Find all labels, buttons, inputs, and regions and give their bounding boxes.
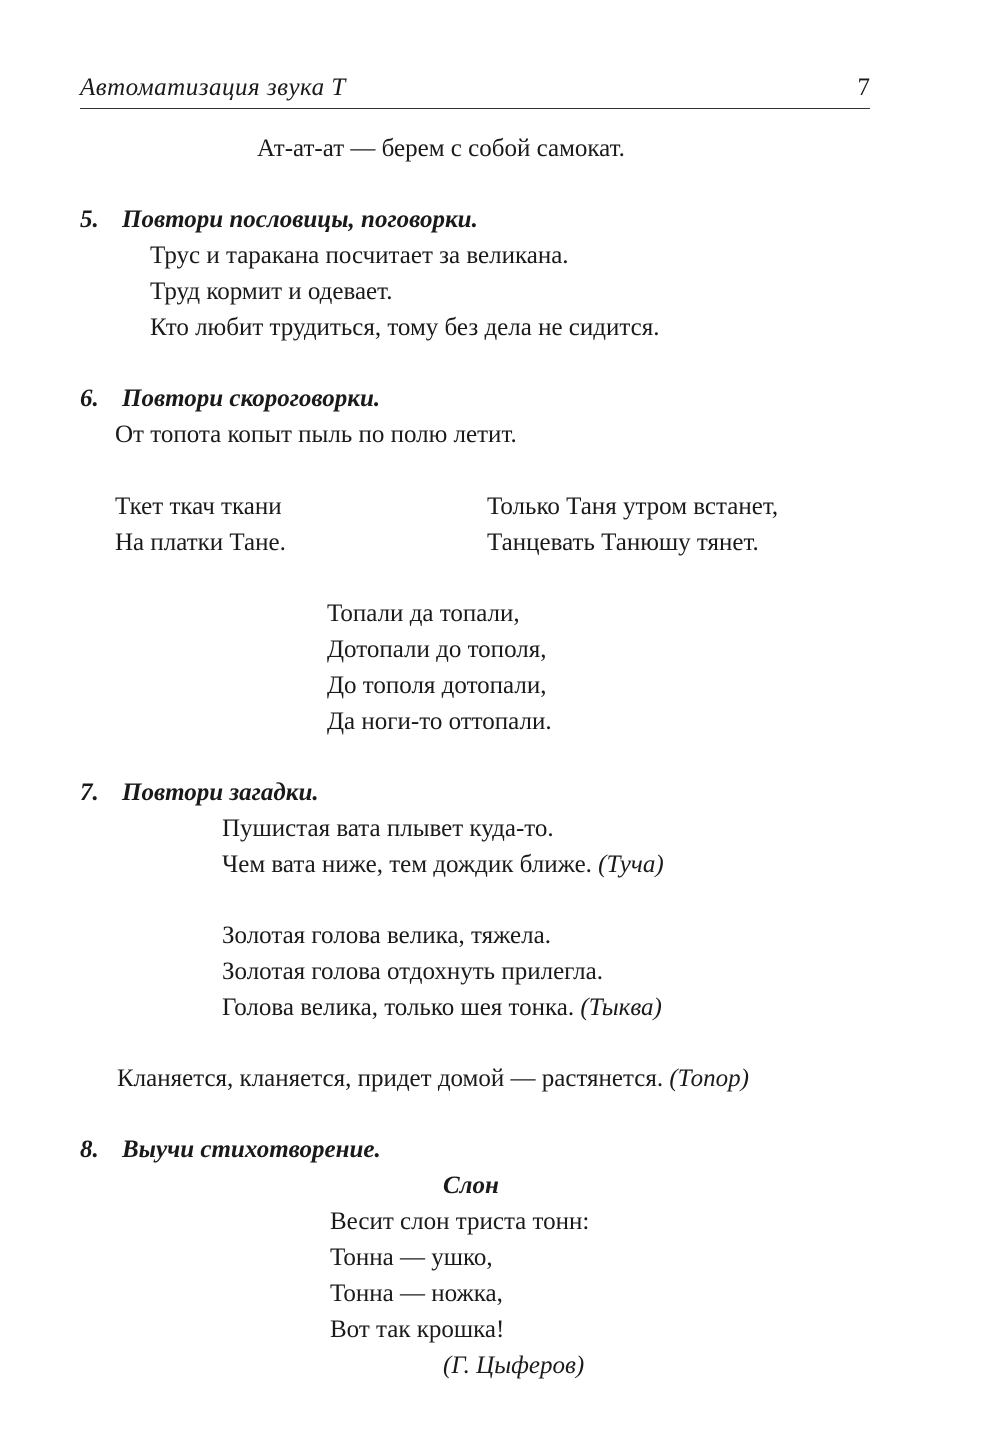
verse-right-line: Танцевать Танюшу тянет. bbox=[487, 529, 759, 556]
verse-center-line: До тополя дотопали, bbox=[327, 672, 547, 699]
riddle-answer: (Топор) bbox=[669, 1065, 749, 1092]
proverb-line: Труд кормит и одевает. bbox=[150, 278, 393, 305]
verse-left-line: Ткет ткач ткани bbox=[115, 493, 282, 520]
proverb-line: Трус и таракана посчитает за великана. bbox=[150, 242, 569, 269]
page-header bbox=[80, 72, 870, 109]
intro-line: Ат-ат-ат — берем с собой самокат. bbox=[257, 135, 625, 162]
section-8-heading bbox=[80, 1135, 381, 1165]
tongue-twister-line: От топота копыт пыль по полю летит. bbox=[115, 421, 517, 448]
page-number: 7 bbox=[857, 74, 870, 101]
riddle-answer: (Туча) bbox=[598, 851, 664, 878]
section-number: 8. bbox=[80, 1136, 99, 1163]
running-title: Автоматизация звука Т bbox=[80, 74, 346, 101]
poem-title: Слон bbox=[443, 1172, 499, 1199]
section-title: Повтори загадки. bbox=[122, 779, 319, 806]
riddle-text: Кланяется, кланяется, придет домой — растянется. bbox=[117, 1065, 664, 1092]
section-7-heading bbox=[80, 778, 319, 808]
section-number: 7. bbox=[80, 779, 99, 806]
section-6-heading bbox=[80, 384, 380, 414]
poem-line: Вот так крошка! bbox=[330, 1316, 505, 1343]
proverb-line: Кто любит трудиться, тому без дела не сидится. bbox=[150, 314, 660, 341]
riddle-line: Золотая голова отдохнуть прилегла. bbox=[222, 958, 603, 985]
section-title: Выучи стихотворение. bbox=[122, 1136, 381, 1163]
section-number: 6. bbox=[80, 385, 99, 412]
poem-author: (Г. Цыферов) bbox=[443, 1352, 585, 1379]
poem-line: Тонна — ушко, bbox=[330, 1244, 493, 1271]
section-number: 5. bbox=[80, 206, 99, 233]
poem-line: Весит слон триста тонн: bbox=[330, 1208, 590, 1235]
riddle-line bbox=[222, 850, 664, 880]
verse-center-line: Топали да топали, bbox=[327, 600, 520, 627]
section-title: Повтори скороговорки. bbox=[122, 385, 381, 412]
verse-center-line: Дотопали до тополя, bbox=[327, 636, 547, 663]
verse-left-line: На платки Тане. bbox=[115, 529, 286, 556]
riddle-line: Золотая голова велика, тяжела. bbox=[222, 922, 551, 949]
section-title: Повтори пословицы, поговорки. bbox=[122, 206, 478, 233]
verse-center-line: Да ноги-то оттопали. bbox=[327, 708, 552, 735]
poem-line: Тонна — ножка, bbox=[330, 1280, 503, 1307]
riddle-line bbox=[117, 1064, 749, 1094]
riddle-text: Голова велика, только шея тонка. bbox=[222, 994, 575, 1021]
riddle-answer: (Тыква) bbox=[580, 994, 662, 1021]
section-5-heading bbox=[80, 205, 478, 235]
riddle-text: Чем вата ниже, тем дождик ближе. bbox=[222, 851, 592, 878]
verse-right-line: Только Таня утром встанет, bbox=[487, 493, 779, 520]
riddle-line bbox=[222, 993, 662, 1023]
riddle-line: Пушистая вата плывет куда-то. bbox=[222, 815, 554, 842]
